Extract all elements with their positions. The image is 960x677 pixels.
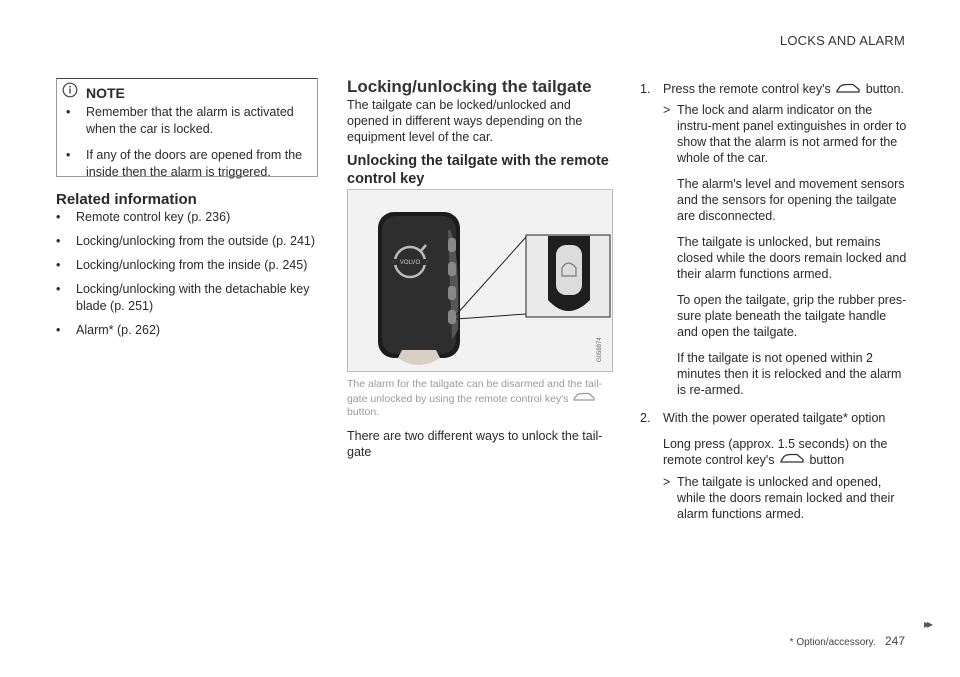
page-footer <box>790 634 905 648</box>
tailgate-car-icon <box>836 82 860 98</box>
subsection-title: Unlocking the tailgate with the remote control key <box>347 153 609 187</box>
remote-key-illustration <box>348 190 612 371</box>
figure-code: G058874 <box>597 337 603 362</box>
note-item: • Remember that the alarm is activated when the car is locked. <box>66 105 294 136</box>
related-link[interactable]: • Locking/unlocking with the detachable key blade (p. 251) <box>56 282 310 313</box>
intro-paragraph: The tailgate can be locked/unlocked and opened in different ways depending on the equipment level of the car. <box>347 98 583 144</box>
section-title: Locking/unlocking the tailgate <box>347 77 592 96</box>
step-1: 1. Press the remote control key's button. > The lock and alarm indicator on the instru-ment panel extinguishes in order to show that the alarm is not armed for the whole of the car. The alarm's level and movement sensors and the sensors for opening the tailgate are disconnected. The tailgate is unlocked, but remains closed while the doors remain locked and their alarm functions armed. To open the tailgate, grip the rubber pres-sure plate beneath the tailgate handle and open the tailgate. If the tailgate is not opened within 2 minutes then it is relocked and the alarm is re-armed. <box>640 82 907 397</box>
related-link[interactable]: • Remote control key (p. 236) <box>56 210 231 224</box>
page-number: 247 <box>884 634 905 648</box>
footnote: * Option/accessory. <box>789 637 876 648</box>
next-page-icon[interactable]: ▸▸ <box>923 617 930 631</box>
info-circle-icon <box>62 82 78 103</box>
note-list <box>66 104 306 190</box>
figure-caption: The alarm for the tailgate can be disarmed and the tail-gate unlocked by using the remote control key's button. <box>347 378 603 419</box>
step-2: 2. With the power operated tailgate* option Long press (approx. 1.5 seconds) on the remote control key's button > The tailgate is unlocked and opened, while the doors remain locked and their alarm functions armed. <box>640 410 908 523</box>
tailgate-car-icon <box>780 452 804 468</box>
step-result: > The tailgate is unlocked and opened, while the doors remain locked and their alarm functions armed. <box>663 475 895 522</box>
related-link[interactable]: • Locking/unlocking from the inside (p. 245) <box>56 258 308 272</box>
related-link[interactable]: • Alarm* (p. 262) <box>56 323 161 337</box>
note-header <box>62 82 125 103</box>
section-header: LOCKS AND ALARM <box>779 33 905 48</box>
key-logo-text: VOLVO <box>399 260 421 266</box>
step-result: > The lock and alarm indicator on the instru-ment panel extinguishes in order to show that the alarm is not armed for the whole of the car. The alarm's level and movement sensors and the sensors for opening the tailgate are disconnected. The tailgate is unlocked, but remains closed while the doors remain locked and their alarm functions armed. To open the tailgate, grip the rubber pres-sure plate beneath the tailgate handle and open the tailgate. If the tailgate is not opened within 2 minutes then it is relocked and the alarm is re-armed. <box>663 102 907 397</box>
tailgate-car-icon <box>573 392 595 407</box>
related-link[interactable]: • Locking/unlocking from the outside (p. 241) <box>56 234 316 248</box>
note-item: • If any of the doors are opened from the inside then the alarm is triggered. <box>66 148 303 179</box>
steps-list <box>640 81 908 522</box>
related-title: Related information <box>56 191 197 208</box>
ways-paragraph: There are two different ways to unlock the tail-gate <box>347 429 603 459</box>
remote-key-figure <box>347 189 613 372</box>
related-list <box>56 209 326 346</box>
note-title: NOTE <box>86 84 125 101</box>
